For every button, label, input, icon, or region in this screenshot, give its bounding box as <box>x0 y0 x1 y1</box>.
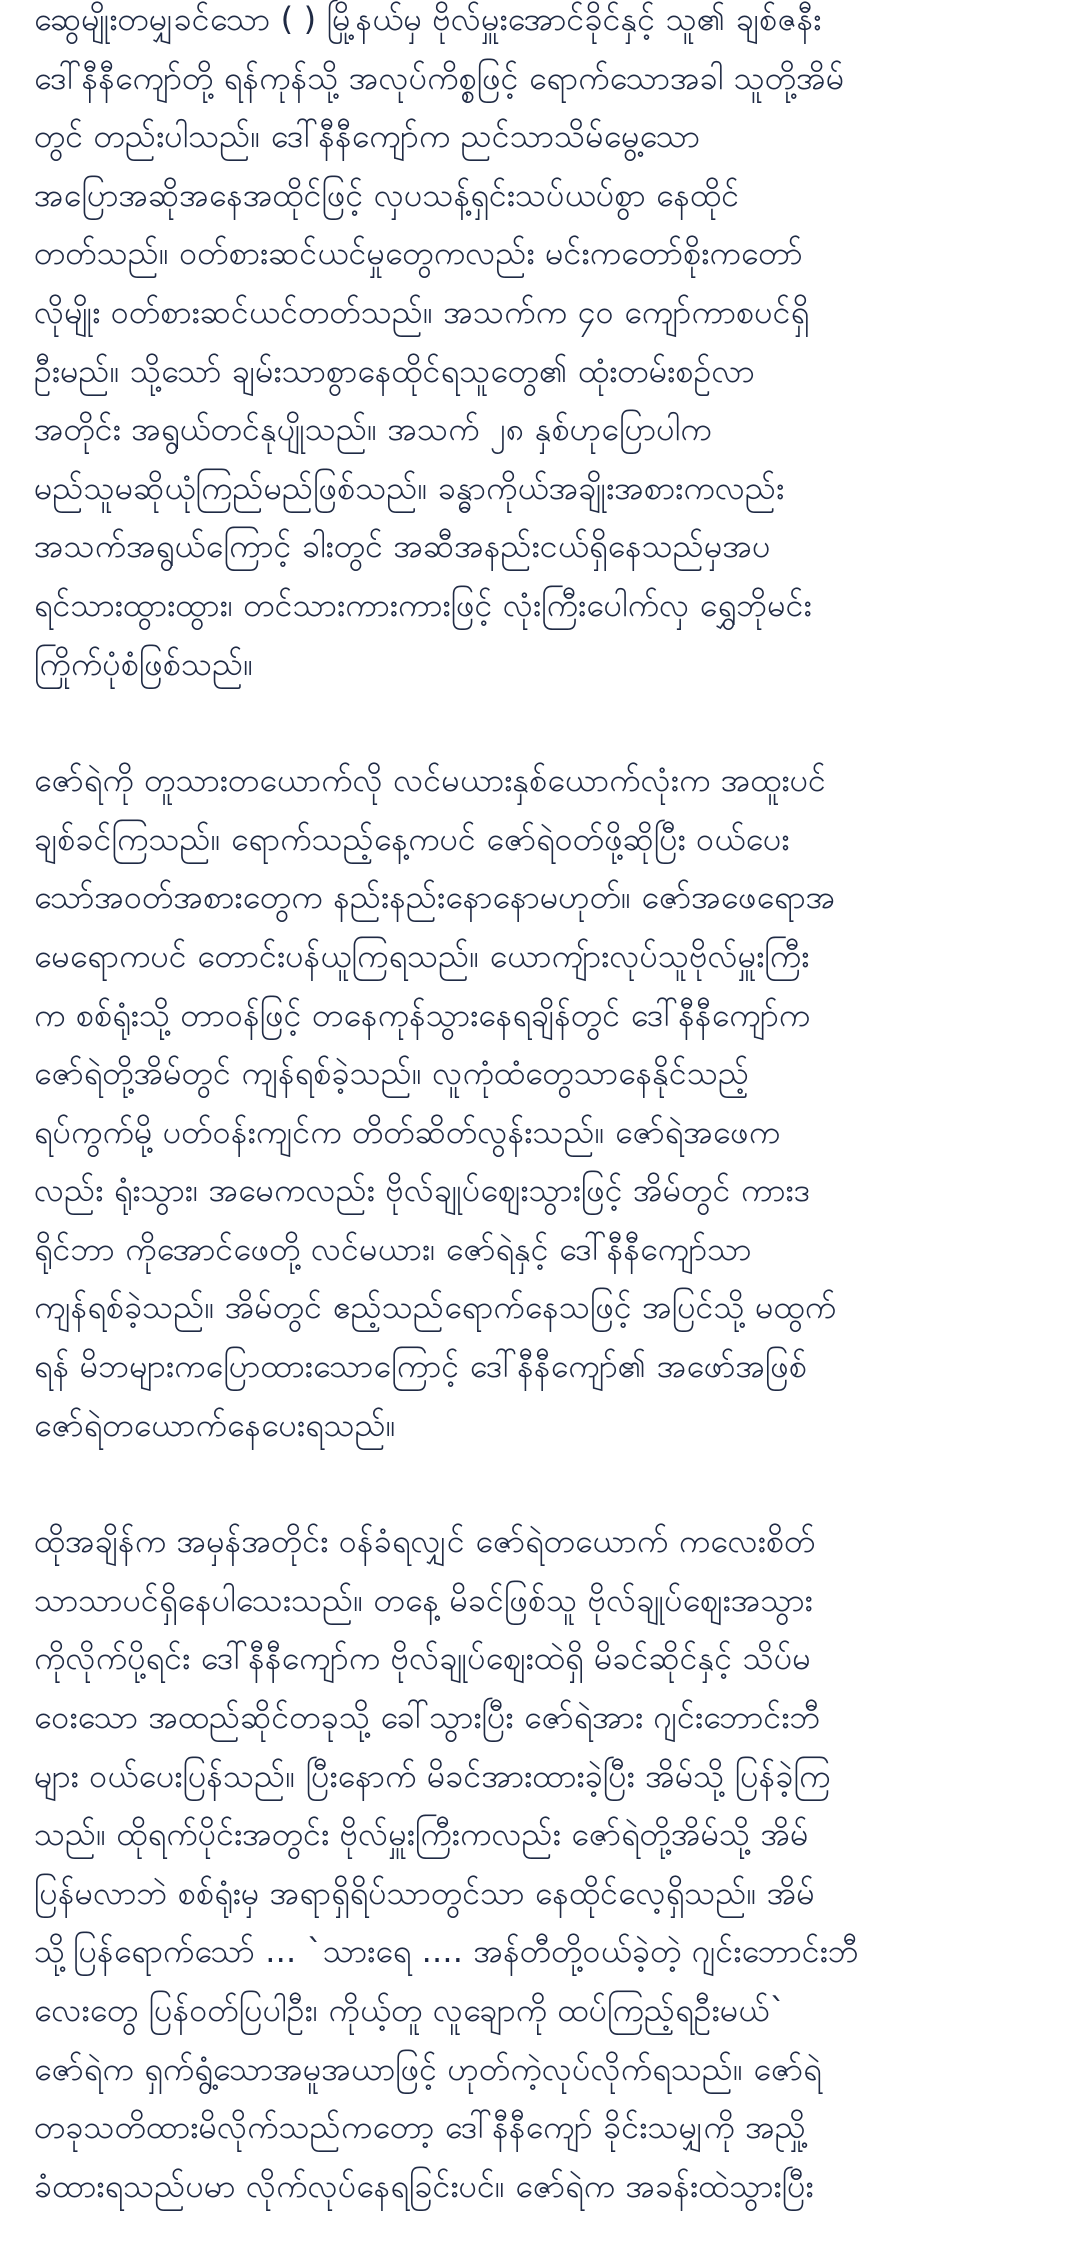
text-line: မည်သူမဆိုယုံကြည်မည်ဖြစ်သည်။ ခန္ဓာကိုယ်အချိုးအစားကလည်း <box>34 468 785 507</box>
text-line: ဦးမည်။ သို့သော် ချမ်းသာစွာနေထိုင်ရသူတွေ၏ ထုံးတမ်းစဉ်လာ <box>34 351 755 390</box>
paragraph-3 <box>34 1512 1054 2215</box>
text-line: ပြန်မလာဘဲ စစ်ရုံးမှ အရာရှိရိပ်သာတွင်သာ နေထိုင်လေ့ရှိသည်။ အိမ် <box>34 1873 815 1912</box>
text-line: ဝေးသော အထည်ဆိုင်တခုသို့ ခေါ်သွားပြီး ဇော်ရဲအား ဂျင်းဘောင်းဘီ <box>34 1698 821 1737</box>
text-line: ကျန်ရစ်ခဲ့သည်။ အိမ်တွင် ဧည့်သည်ရောက်နေသဖြင့် အပြင်သို့ မထွက် <box>34 1288 837 1327</box>
text-line: တွင် တည်းပါသည်။ ဒေါ်နီနီကျော်က ညင်သာသိမ်မွေ့သော <box>34 117 701 156</box>
text-line: ကြိုက်ပုံစံဖြစ်သည်။ <box>34 644 254 683</box>
text-line: တခုသတိထားမိလိုက်သည်ကတော့ ဒေါ်နီနီကျော် ခိုင်းသမျှကို အညှို့ <box>34 2108 806 2147</box>
text-line: များ ဝယ်ပေးပြန်သည်။ ပြီးနောက် မိခင်အားထားခဲ့ပြီး အိမ်သို့ ပြန်ခဲ့ကြ <box>34 1756 831 1795</box>
text-line: အတိုင်း အရွယ်တင်နုပျိုသည်။ အသက် ၂၈ နှစ်ဟုပြောပါက <box>34 410 712 449</box>
text-line: ဒေါ်နီနီကျော်တို့ ရန်ကုန်သို့ အလုပ်ကိစ္စဖြင့် ရောက်သောအခါ သူတို့အိမ် <box>34 58 845 97</box>
text-line: အပြောအဆိုအနေအထိုင်ဖြင့် လှပသန့်ရှင်းသပ်ယပ်စွာ နေထိုင် <box>34 175 740 214</box>
text-line: ထိုအချိန်က အမှန်အတိုင်း ဝန်ခံရလျှင် ဇော်ရဲတယောက် ကလေးစိတ် <box>34 1522 816 1561</box>
text-line: ခံထားရသည်ပမာ လိုက်လုပ်နေရခြင်းပင်။ ဇော်ရဲက အခန်းထဲသွားပြီး <box>34 2166 814 2205</box>
text-line: မေရောကပင် တောင်းပန်ယူကြရသည်။ ယောကျ်ားလုပ်သူဗိုလ်မှူးကြီး <box>34 936 810 975</box>
text-line: ဆွေမျိုးတမျှခင်သော ( ) မြို့နယ်မှ ဗိုလ်မှူးအောင်ခိုင်နှင့် သူ၏ ချစ်ဇနီး <box>34 0 822 38</box>
text-line: အသက်အရွယ်ကြောင့် ခါးတွင် အဆီအနည်းငယ်ရှိနေသည်မှအပ <box>34 527 771 566</box>
article-body <box>34 0 1054 2215</box>
text-line: သည်။ ထိုရက်ပိုင်းအတွင်း ဗိုလ်မှူးကြီးကလည်း ဇော်ရဲတို့အိမ်သို့ အိမ် <box>34 1815 809 1854</box>
text-line: ရန် မိဘများကပြောထားသောကြောင့် ဒေါ်နီနီကျော်၏ အဖော်အဖြစ် <box>34 1347 808 1386</box>
text-line: ဇော်ရဲတို့အိမ်တွင် ကျန်ရစ်ခဲ့သည်။ လူကုံထံတွေသာနေနိုင်သည့် <box>34 1054 750 1093</box>
text-line: ကိုလိုက်ပို့ရင်း ဒေါ်နီနီကျော်က ဗိုလ်ချုပ်ဈေးထဲရှိ မိခင်ဆိုင်နှင့် သိပ်မ <box>34 1639 811 1678</box>
text-line: ဇော်ရဲကို တူသားတယောက်လို လင်မယားနှစ်ယောက်လုံးက အထူးပင် <box>34 761 827 800</box>
text-line: သို့ပြန်ရောက်သော် ... `သားရေ .... အန်တီတို့ဝယ်ခဲ့တဲ့ ဂျင်းဘောင်းဘီ <box>34 1932 859 1971</box>
text-line: က စစ်ရုံးသို့ တာဝန်ဖြင့် တနေကုန်သွားနေရချိန်တွင် ဒေါ်နီနီကျော်က <box>34 995 811 1034</box>
text-line: ရိုင်ဘာ ကိုအောင်ဖေတို့ လင်မယား၊ ဇော်ရဲနှင့် ဒေါ်နီနီကျော်သာ <box>34 1229 752 1268</box>
paragraph-1 <box>34 0 1054 693</box>
text-line: ရပ်ကွက်မို့ ပတ်ဝန်းကျင်က တိတ်ဆိတ်လွန်းသည်။ ဇော်ရဲအဖေက <box>34 1112 781 1151</box>
text-line: တတ်သည်။ ဝတ်စားဆင်ယင်မှုတွေကလည်း မင်းကတော်စိုးကတော် <box>34 234 803 273</box>
paragraph-2 <box>34 751 1054 1454</box>
text-line: ဇော်ရဲက ရှက်ရွံ့သောအမူအယာဖြင့် ဟုတ်ကဲ့လုပ်လိုက်ရသည်။ ဇော်ရဲ <box>34 2049 822 2088</box>
text-line: လိုမျိုး ဝတ်စားဆင်ယင်တတ်သည်။ အသက်က ၄၀ ကျော်ကာစပင်ရှိ <box>34 292 810 331</box>
text-line: သာသာပင်ရှိနေပါသေးသည်။ တနေ့ မိခင်ဖြစ်သူ ဗိုလ်ချုပ်ဈေးအသွား <box>34 1580 813 1619</box>
text-line: လည်း ရုံးသွား၊ အမေကလည်း ဗိုလ်ချုပ်ဈေးသွားဖြင့် အိမ်တွင် ကားဒ <box>34 1171 811 1210</box>
text-line: ဇော်ရဲတယောက်နေပေးရသည်။ <box>34 1405 396 1444</box>
text-line: ချစ်ခင်ကြသည်။ ရောက်သည့်နေ့ကပင် ဇော်ရဲဝတ်ဖို့ဆိုပြီး ဝယ်ပေး <box>34 819 790 858</box>
text-line: လေးတွေ ပြန်ဝတ်ပြပါဦး၊ ကိုယ့်တူ လူချောကို ထပ်ကြည့်ရဦးမယ်` <box>34 1991 786 2029</box>
text-line: ရင်သားထွားထွား၊ တင်သားကားကားဖြင့် လုံးကြီးပေါက်လှ ရွှေဘိုမင်း <box>34 585 812 624</box>
text-line: သော်အဝတ်အစားတွေက နည်းနည်းနောနောမဟုတ်။ ဇော်အဖေရောအ <box>34 878 836 917</box>
